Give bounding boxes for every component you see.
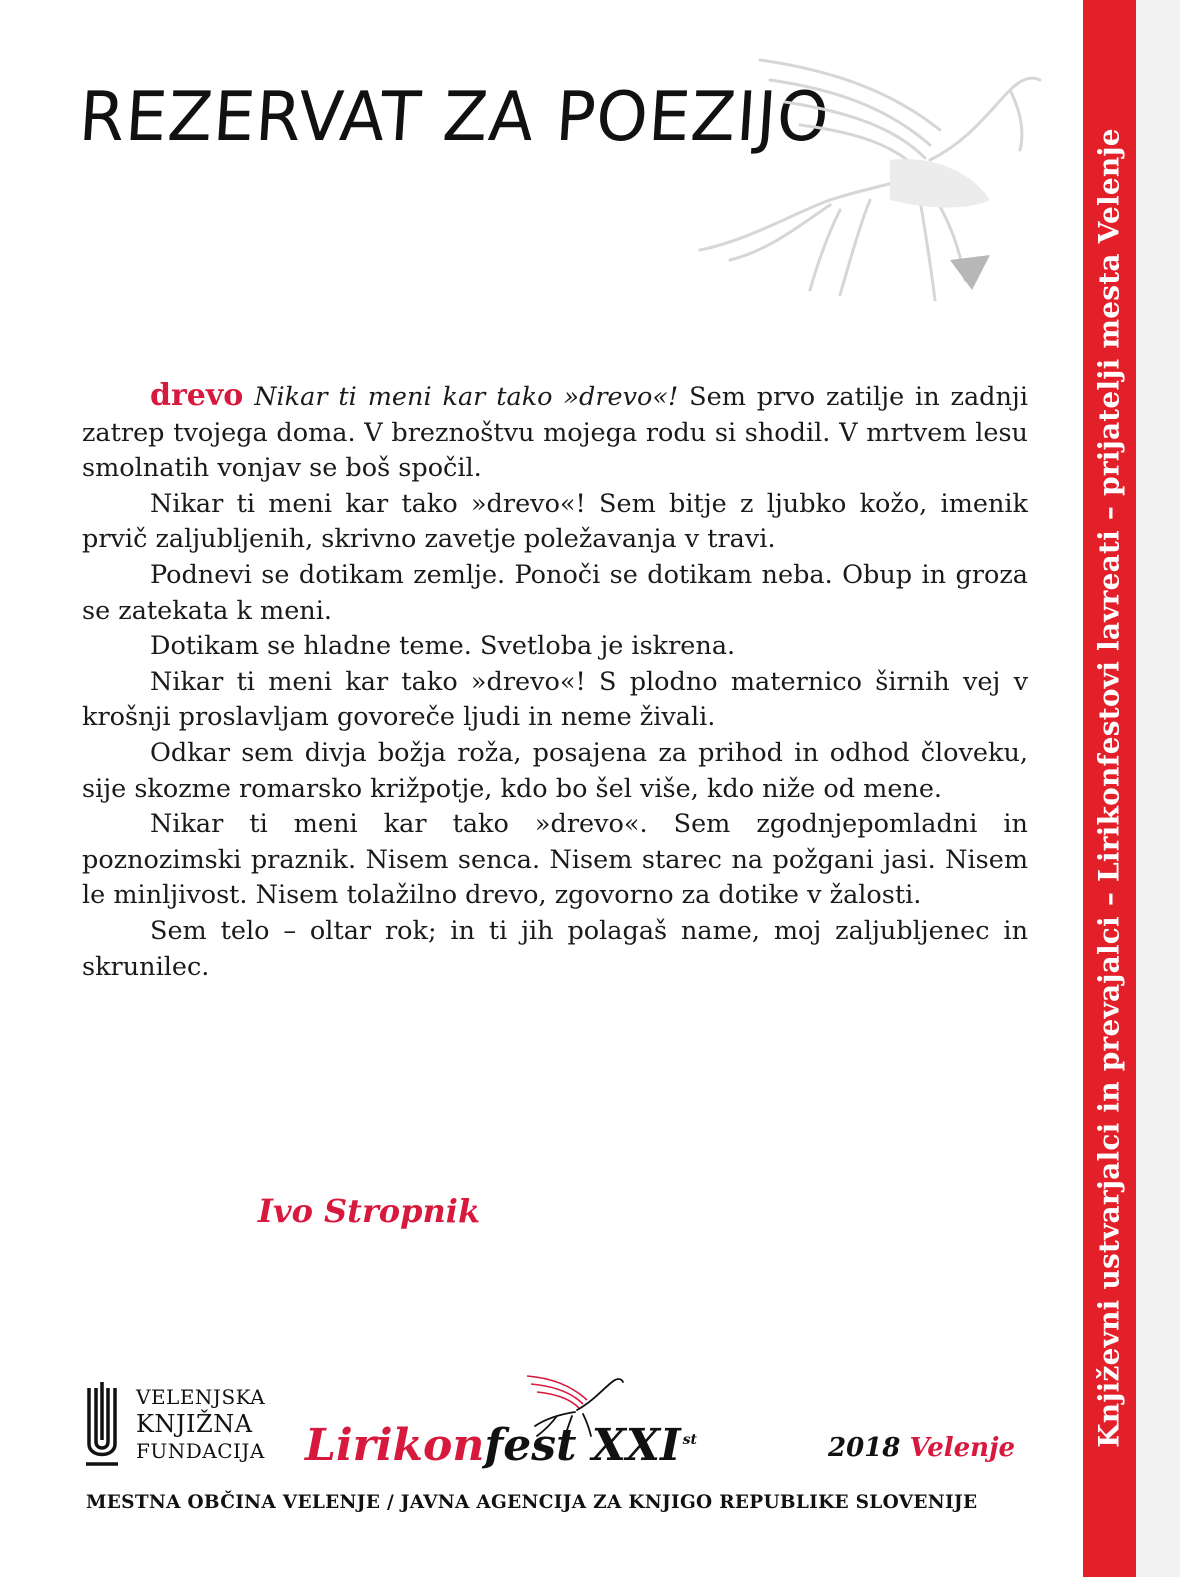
- side-banner-text: Književni ustvarjalci in prevajalci – Lirikonfestovi lavreati – prijatelji mesta Velenje: [1092, 128, 1126, 1448]
- vkf-logo: [84, 1382, 284, 1474]
- festival-name-part: Lirikon: [305, 1420, 485, 1471]
- paragraph: Nikar ti meni kar tako »drevo«. Sem zgodnjepomladni in poznozimski praznik. Nisem senca. Nisem starec na požgani jasi. Nisem le minljivost. Nisem tolažilno drevo, zgovorno za dotike v žalosti.: [82, 809, 1028, 911]
- year: 2018: [828, 1433, 901, 1463]
- entry-lead: Nikar ti meni kar tako »drevo«!: [254, 382, 679, 412]
- edition-label: [828, 1433, 1015, 1463]
- paragraph-text: Sem prvo zatilje in zadnji zatrep tvojega doma. V breznoštvu mojega rodu si shodil. V mrtvem lesu smolnatih vonjav se boš spočil.: [82, 382, 1028, 484]
- sponsors-line: MESTNA OBČINA VELENJE / JAVNA AGENCIJA ZA KNJIGO REPUBLIKE SLOVENIJE: [86, 1492, 978, 1513]
- paragraph: Podnevi se dotikam zemlje. Ponoči se dotikam neba. Obup in groza se zatekata k meni.: [82, 559, 1028, 626]
- festival-name-sup: st: [682, 1432, 697, 1449]
- vkf-book-icon: [84, 1382, 120, 1468]
- paragraph: Dotikam se hladne teme. Svetloba je iskrena.: [150, 631, 736, 662]
- festival-logo: [305, 1368, 697, 1478]
- festival-name-part: fest XXI: [484, 1420, 681, 1471]
- paragraph: Nikar ti meni kar tako »drevo«! Sem bitje z ljubko kožo, imenik prvič zaljubljenih, skrivno zavetje poležavanja v travi.: [82, 488, 1028, 555]
- vkf-line: FUNDACIJA: [136, 1439, 265, 1463]
- entry-term: drevo: [150, 378, 244, 413]
- article-body: [82, 378, 1028, 985]
- vkf-line: KNJIŽNA: [136, 1410, 253, 1438]
- side-margin: [1136, 0, 1180, 1577]
- pegasus-watermark-icon: [690, 50, 1060, 315]
- paragraph: Nikar ti meni kar tako »drevo«! S plodno maternico širnih vej v krošnji proslavljam govoreče ljudi in neme živali.: [82, 666, 1028, 733]
- page-title: REZERVAT ZA POEZIJO: [76, 78, 833, 157]
- paragraph: Sem telo – oltar rok; in ti jih polagaš name, moj zaljubljenec in skrunilec.: [82, 915, 1028, 982]
- vkf-line: VELENJSKA: [136, 1385, 266, 1409]
- author-name: Ivo Stropnik: [258, 1192, 481, 1230]
- paragraph: [82, 378, 1028, 487]
- city: Velenje: [909, 1433, 1016, 1463]
- paragraph: Odkar sem divja božja roža, posajena za prihod in odhod človeku, sije skozme romarsko križpotje, kdo bo šel više, kdo niže od mene.: [82, 737, 1028, 804]
